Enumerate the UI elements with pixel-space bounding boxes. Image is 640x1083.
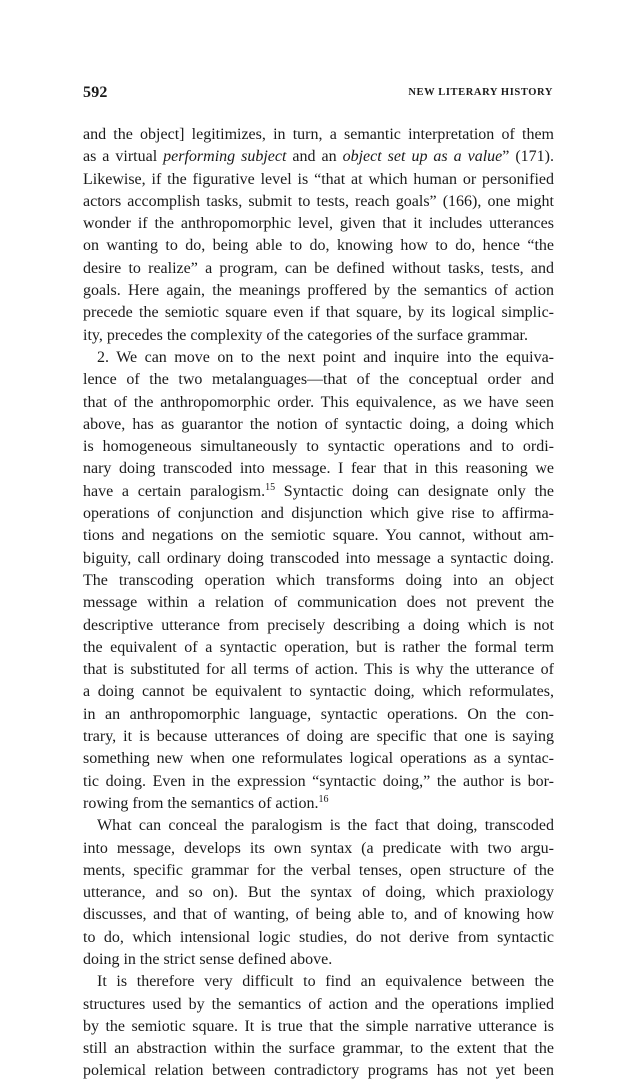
text-line: doing in the strict sense defined above. bbox=[83, 950, 333, 968]
footnote-ref[interactable]: 16 bbox=[318, 793, 329, 805]
text-run: rowing from the semantics of action. bbox=[83, 794, 319, 812]
text-line: is homogeneous simultaneously to syntactic operations and to ordi- bbox=[83, 438, 554, 456]
text-line: still an abstraction within the surface grammar, to the extent that the bbox=[83, 1040, 554, 1058]
text-line: message within a relation of communication does not prevent the bbox=[83, 594, 554, 612]
text-line: structures used by the semantics of action and the operations implied bbox=[83, 995, 554, 1013]
text-line: biguity, call ordinary doing transcoded into message a syntactic doing. bbox=[83, 549, 554, 567]
text-line: discusses, and that of wanting, of being able to, and of knowing how bbox=[83, 906, 554, 924]
paragraph-start: 2. We can move on to the next point and inquire into the equiva- bbox=[97, 348, 554, 366]
page-number: 592 bbox=[83, 84, 108, 101]
italic-phrase: performing subject bbox=[163, 148, 287, 166]
text-line: goals. Here again, the meanings proffered by the semantics of action bbox=[83, 282, 554, 300]
text-line: and the object] legitimizes, in turn, a semantic interpretation of them bbox=[83, 126, 554, 143]
text-line: in an anthropomorphic language, syntactic operations. On the con- bbox=[83, 705, 554, 723]
body-text bbox=[83, 124, 554, 1083]
text-line: descriptive utterance from precisely describing a doing which is not bbox=[83, 616, 554, 634]
text-line bbox=[83, 146, 554, 168]
text-line: ments, specific grammar for the verbal tenses, open structure of the bbox=[83, 861, 554, 879]
text-line: that of the anthropomorphic order. This equivalence, as we have seen bbox=[83, 393, 554, 411]
text-line: utterance, and so on). But the syntax of doing, which praxiology bbox=[83, 884, 554, 902]
text-line: Likewise, if the figurative level is “that at which human or personified bbox=[83, 170, 554, 188]
text-run: ” (171). bbox=[502, 148, 555, 166]
paragraph-start: It is therefore very difficult to find an equivalence between the bbox=[97, 973, 554, 991]
footnote-ref[interactable]: 15 bbox=[265, 481, 276, 493]
text-line: precede the semiotic square even if that square, by its logical simplic- bbox=[83, 304, 554, 322]
text-line: something new when one reformulates logical operations as a syntac- bbox=[83, 750, 554, 768]
text-line: trary, it is because utterances of doing are specific that one is saying bbox=[83, 728, 554, 746]
text-line bbox=[83, 793, 554, 815]
text-line: tic doing. Even in the expression “syntactic doing,” the author is bor- bbox=[83, 772, 554, 790]
text-line: that is substituted for all terms of action. This is why the utterance of bbox=[83, 661, 554, 679]
text-line: The transcoding operation which transforms doing into an object bbox=[83, 571, 554, 589]
text-line: on wanting to do, being able to do, knowing how to do, hence “the bbox=[83, 237, 554, 255]
paragraph-start: What can conceal the paralogism is the fact that doing, transcoded bbox=[97, 817, 554, 835]
text-line bbox=[83, 481, 554, 503]
text-line: into message, develops its own syntax (a predicate with two argu- bbox=[83, 839, 554, 857]
text-line: desire to realize” a program, can be defined without tasks, tests, and bbox=[83, 259, 554, 277]
text-line: to do, which intensional logic studies, do not derive from syntactic bbox=[83, 928, 554, 946]
text-line: by the semiotic square. It is true that the simple narrative utterance is bbox=[83, 1017, 554, 1035]
text-line: tions and negations on the semiotic square. You cannot, without am- bbox=[83, 527, 554, 545]
italic-phrase: object set up as a value bbox=[342, 148, 503, 166]
text-line: the equivalent of a syntactic operation, but is rather the formal term bbox=[83, 638, 554, 656]
text-run: and an bbox=[286, 148, 343, 166]
text-run: as a virtual bbox=[83, 148, 164, 166]
running-head: NEW LITERARY HISTORY bbox=[408, 87, 553, 98]
text-line: wonder if the anthropomorphic level, given that it includes utterances bbox=[83, 215, 554, 233]
text-line: above, has as guarantor the notion of syntactic doing, a doing which bbox=[83, 415, 554, 433]
text-line: a doing cannot be equivalent to syntactic doing, which reformulates, bbox=[83, 683, 554, 701]
text-line: operations of conjunction and disjunction which give rise to affirma- bbox=[83, 505, 554, 523]
text-run: have a certain paralogism. bbox=[83, 482, 266, 500]
text-line: ity, precedes the complexity of the categories of the surface grammar. bbox=[83, 326, 528, 344]
page-header bbox=[83, 84, 553, 104]
text-line: nary doing transcoded into message. I fear that in this reasoning we bbox=[83, 460, 554, 478]
text-line: lence of the two metalanguages—that of the conceptual order and bbox=[83, 371, 554, 389]
text-line: polemical relation between contradictory programs has not yet been bbox=[83, 1062, 554, 1080]
text-line: actors accomplish tasks, submit to tests, reach goals” (166), one might bbox=[83, 192, 554, 210]
text-run: Syntactic doing can designate only the bbox=[275, 482, 554, 500]
